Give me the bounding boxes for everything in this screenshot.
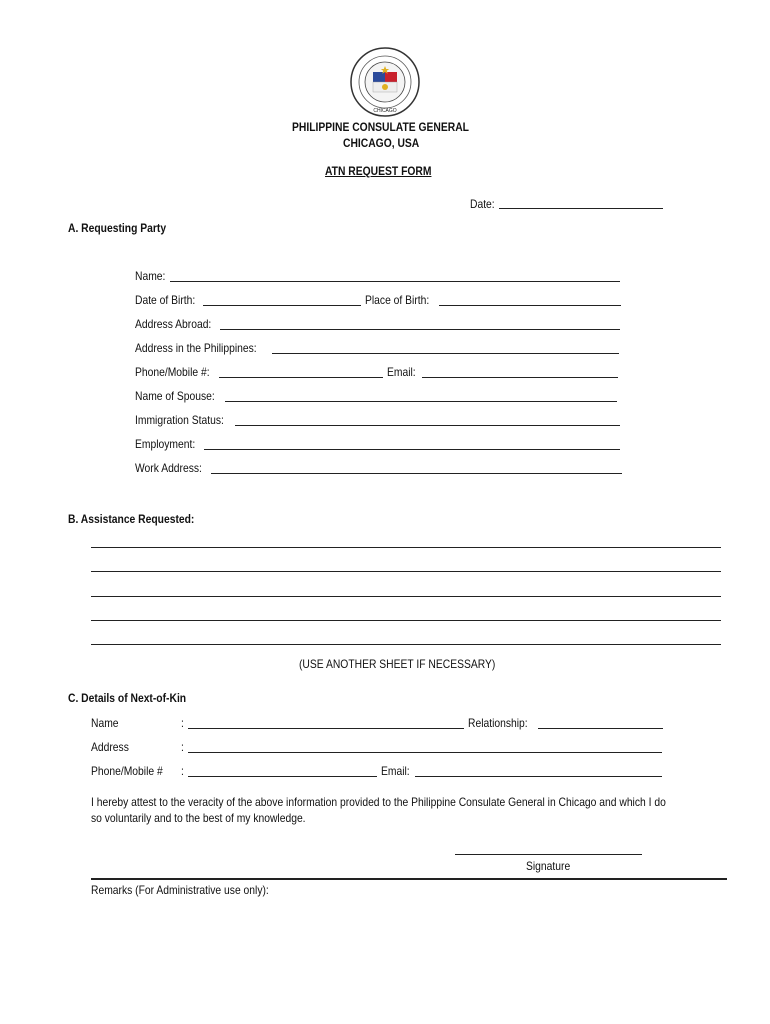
assistance-line-4[interactable] — [91, 620, 721, 621]
pob-field[interactable] — [439, 305, 621, 306]
address-ph-label: Address in the Philippines: — [135, 341, 257, 355]
work-address-field[interactable] — [211, 473, 622, 474]
pob-label: Place of Birth: — [365, 293, 430, 307]
signature-label: Signature — [526, 859, 571, 873]
assistance-line-5[interactable] — [91, 644, 721, 645]
kin-email-field[interactable] — [415, 776, 662, 777]
kin-phone-colon: : — [181, 764, 184, 778]
phone-label: Phone/Mobile #: — [135, 365, 210, 379]
seal-text: CHICAGO — [373, 108, 397, 114]
phone-field[interactable] — [219, 377, 383, 378]
kin-name-colon: : — [181, 716, 184, 730]
org-name: PHILIPPINE CONSULATE GENERAL — [292, 120, 469, 134]
kin-email-label: Email: — [381, 764, 410, 778]
address-ph-field[interactable] — [272, 353, 619, 354]
kin-name-field[interactable] — [188, 728, 464, 729]
kin-address-field[interactable] — [188, 752, 662, 753]
date-field[interactable] — [499, 208, 663, 209]
work-address-label: Work Address: — [135, 461, 202, 475]
dob-field[interactable] — [203, 305, 361, 306]
kin-name-label: Name — [91, 716, 119, 730]
kin-address-label: Address — [91, 740, 129, 754]
spouse-label: Name of Spouse: — [135, 389, 215, 403]
signature-field[interactable] — [455, 854, 642, 855]
org-location: CHICAGO, USA — [343, 136, 420, 150]
kin-address-colon: : — [181, 740, 184, 754]
extra-sheet-note: (USE ANOTHER SHEET IF NECESSARY) — [299, 657, 496, 671]
dob-label: Date of Birth: — [135, 293, 196, 307]
name-label: Name: — [135, 269, 166, 283]
consulate-seal-logo — [349, 46, 421, 118]
attestation-line-1: I hereby attest to the veracity of the above information provided to the Philippine Consulate General in Chicago and which I do — [91, 795, 666, 809]
form-title: ATN REQUEST FORM — [325, 164, 432, 178]
kin-phone-label: Phone/Mobile # — [91, 764, 163, 778]
address-abroad-label: Address Abroad: — [135, 317, 212, 331]
immigration-field[interactable] — [235, 425, 620, 426]
remarks-label: Remarks (For Administrative use only): — [91, 883, 269, 897]
assistance-line-2[interactable] — [91, 571, 721, 572]
assistance-line-3[interactable] — [91, 596, 721, 597]
assistance-line-1[interactable] — [91, 547, 721, 548]
relationship-field[interactable] — [538, 728, 663, 729]
kin-phone-field[interactable] — [188, 776, 377, 777]
spouse-field[interactable] — [225, 401, 617, 402]
relationship-label: Relationship: — [468, 716, 528, 730]
address-abroad-field[interactable] — [220, 329, 620, 330]
name-field[interactable] — [170, 281, 620, 282]
attestation-line-2: so voluntarily and to the best of my knowledge. — [91, 811, 306, 825]
employment-label: Employment: — [135, 437, 196, 451]
immigration-label: Immigration Status: — [135, 413, 224, 427]
email-label: Email: — [387, 365, 416, 379]
section-b-heading: B. Assistance Requested: — [68, 512, 195, 526]
remarks-divider — [91, 878, 727, 880]
section-a-heading: A. Requesting Party — [68, 221, 167, 235]
date-label: Date: — [470, 197, 495, 211]
section-c-heading: C. Details of Next-of-Kin — [68, 691, 187, 705]
employment-field[interactable] — [204, 449, 620, 450]
email-field[interactable] — [422, 377, 618, 378]
